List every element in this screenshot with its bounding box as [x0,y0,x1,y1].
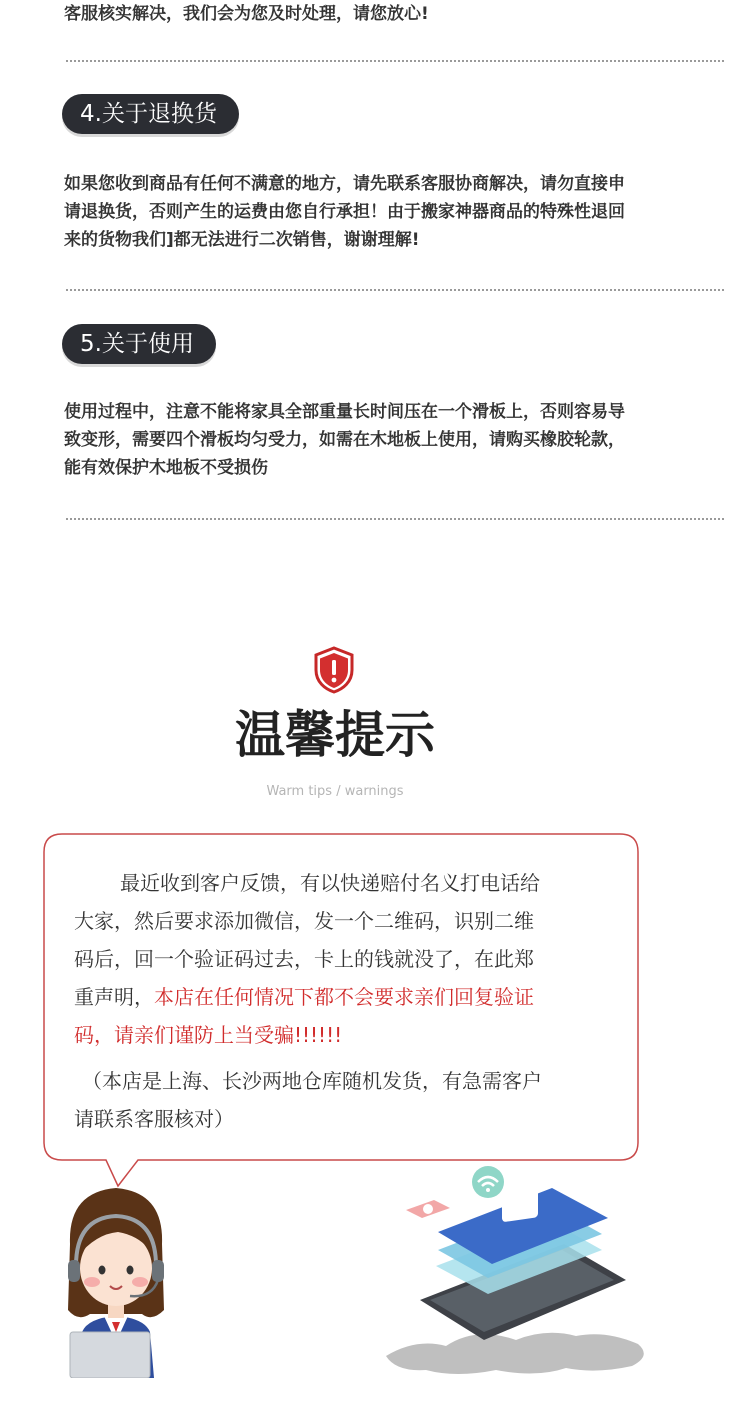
shield-warning-icon [312,646,356,694]
divider [66,289,724,291]
security-device-illustration [376,1160,666,1382]
tips-message: 最近收到客户反馈，有以快递赔付名义打电话给 大家，然后要求添加微信，发一个二维码，识别二维 码后，回一个验证码过去，卡上的钱就没了，在此郑 重声明，本店在任何情况下都不会要求亲们回复验证 码，请亲们谨防上当受骗!!!!!! [74,871,540,1047]
tips-subtitle: Warm tips / warnings [266,784,404,799]
divider [66,518,724,520]
usage-paragraph: 使用过程中，注意不能将家具全部重量长时间压在一个滑板上，否则容易导 致变形，需要四个滑板均匀受力，如需在木地板上使用，请购买橡胶轮款， 能有效保护木地板不受损伤 [64,402,625,478]
section-badge-usage: 5.关于使用 [62,324,216,364]
tips-note: （本店是上海、长沙两地仓库随机发货，有急需客户 请联系客服核对） [74,1069,542,1131]
top-text: 客服核实解决，我们会为您及时处理，请您放心! [64,4,429,24]
tips-title: 温馨提示 [235,706,435,764]
divider [66,60,724,62]
customer-service-agent-illustration [56,1182,176,1378]
section-badge-returns: 4.关于退换货 [62,94,239,134]
returns-paragraph: 如果您收到商品有任何不满意的地方，请先联系客服协商解决，请勿直接申 请退换货，否则产生的运费由您自行承担！由于搬家神器商品的特殊性退回 来的货物我们]都无法进行二次销售，谢谢理解! [64,174,625,250]
